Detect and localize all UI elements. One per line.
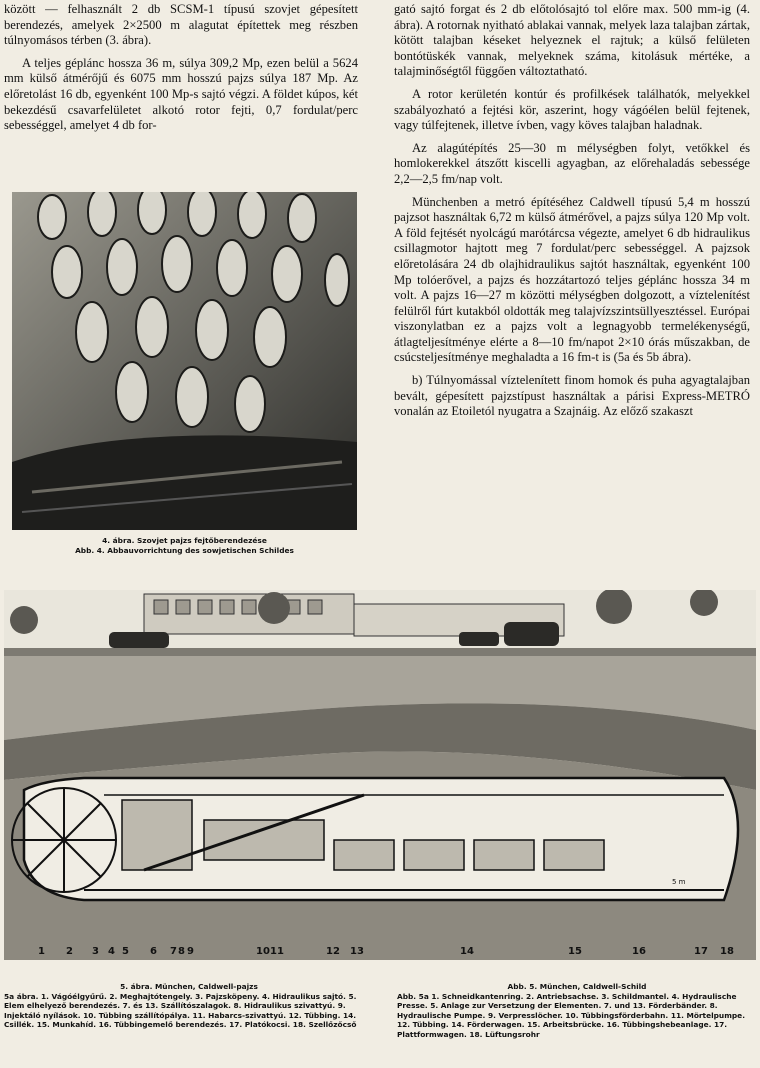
rotor-photo-illustration: [12, 192, 357, 530]
label-3: 3: [92, 946, 99, 957]
label-8: 8: [178, 946, 185, 957]
label-18: 18: [720, 946, 734, 957]
label-16: 16: [632, 946, 646, 957]
caption-title: 5. ábra. München, Caldwell-pajzs: [120, 982, 258, 991]
paragraph: A rotor kerületén kontúr és profilkések találhatók, melyekkel szabályozható a fejtési kör, aszerint, hogy vágóélen belül fejtenek, vagy túlfejtenek, illetve ívben, vagy köves talajban haladnak.: [394, 86, 750, 133]
label-13: 13: [350, 946, 364, 957]
figure-5-caption-german: [397, 982, 757, 1040]
paragraph: Münchenben a metró építéséhez Caldwell típusú 5,4 m hosszú pajzsot használtak 6,72 m külső átmérővel, a pajzs súlya 120 Mp volt. A föld fejtését nyolcágú marótárcsa végezte, amelyet 6 db hidraulikus csillagmotor hajtott meg 7 fordulat/perc sebességgel. A pajzsok előretolására 24 db olajhidraulikus sajtót használtak, egyenként 100 Mp tolóerővel, a pajzs és hozzátartozó teljes géplánc hossza 34 m volt. A pajzs 16—27 m közötti mélységben dolgozott, a víztelenítést felülről fúrt kutakból oldották meg talajvízszintsüllyesztéssel. Európai viszonylatban ez a pajzs volt a legnagyobb termelékenységű, átlagteljesítménye elérte a 8—10 fm/napot 2×10 órás műszakban, de csúcsteljesítménye meghaladta a 16 fm-t is (5a és 5b ábra).: [394, 194, 750, 365]
caption-hungarian: 4. ábra. Szovjet pajzs fejtőberendezése: [102, 536, 267, 545]
left-column: [4, 2, 358, 141]
paragraph: Az alagútépítés 25—30 m mélységben folyt, vetőkkel és homlokerekkel átszőtt kiscelli agyagban, az előrehaladás sebessége 2,2—2,5 fm/nap volt.: [394, 140, 750, 186]
paragraph: között — felhasznált 2 db SCSM-1 típusú szovjet gépesített berendezés, amelyek 2×2500 m alagutat építettek meg részben túlnyomásos térben (3. ábra).: [4, 2, 358, 48]
label-1: 1: [38, 946, 45, 957]
paragraph: A teljes géplánc hossza 36 m, súlya 309,2 Mp, ezen belül a 5624 mm külső átmérőjű és 6075 mm hosszú pajzs súlya 187 Mp. Az előretolást 16 db, egyenként 100 Mp-s sajtó végzi. A földet kúpos, két bekezdésű csavarfelületet alkotó rotor fejti, 0,7 fordulat/perc sebességgel, amelyet 4 db for-: [4, 55, 358, 133]
figure-5-drawing: [4, 590, 756, 960]
label-14: 14: [460, 946, 474, 957]
label-6: 6: [150, 946, 157, 957]
label-12: 12: [326, 946, 340, 957]
label-9: 9: [187, 946, 194, 957]
caption-text: Abb. 5a 1. Schneidkantenring. 2. Antriebsachse. 3. Schildmantel. 4. Hydraulische Presse. 5. Anlage zur Versetzung der Elementen. 7. und 13. Förderbänder. 8. Hydraulische Pumpe. 9. Verpresslöcher. 10. Tübbingsförderbahn. 11. Mörtelpumpe. 12. Tübbing. 14. Förderwagen. 15. Arbeitsbrücke. 16. Tübbingshebeanlage. 17. Plattformwagen. 18. Lüftungsrohr: [397, 991, 745, 1039]
label-2: 2: [66, 946, 73, 957]
scale-label: 5 m: [672, 878, 686, 886]
tunnel-cross-section: [4, 590, 756, 960]
figure-5-caption-hungarian: [4, 982, 374, 1030]
label-7: 7: [170, 946, 177, 957]
figure-4-caption: [12, 536, 357, 555]
cutting-wheel: [12, 788, 116, 892]
label-15: 15: [568, 946, 582, 957]
caption-german: Abb. 4. Abbauvorrichtung des sowjetischen Schildes: [75, 545, 294, 555]
caption-text: 5a ábra. 1. Vágóélgyűrű. 2. Meghajtótengely. 3. Pajzsköpeny. 4. Hidraulikus sajtó. 5. Elem elhelyező berendezés. 7. és 13. Szállítószalagok. 8. Hidraulikus szivattyú. 9. Injektáló nyílások. 10. Tübbing szállítópálya. 11. Habarcs-szivattyú. 12. Tübbing. 14. Csillék. 15. Munkahíd. 16. Tübbingemelő berendezés. 17. Platókocsi. 18. Szellőzőcső: [4, 991, 357, 1030]
paragraph: b) Túlnyomással víztelenített finom homok és puha agyagtalajban bevált, gépesített pajzstípust használtak a párisi Express-METRÓ vonalán az Etoiletól nyugatra a Szajnáig. Az előző szakaszt: [394, 373, 750, 419]
label-10: 10: [256, 946, 270, 957]
label-5: 5: [122, 946, 129, 957]
figure-4-photo: [12, 192, 357, 530]
right-column: [394, 2, 750, 427]
label-17: 17: [694, 946, 708, 957]
caption-title: Abb. 5. München, Caldwell-Schild: [507, 982, 647, 991]
label-4: 4: [108, 946, 115, 957]
paragraph: gató sajtó forgat és 2 db előtolósajtó tol előre max. 500 mm-ig (4. ábra). A rotornak nyitható ablakai vannak, melyek laza talajban zártak, kötött talajban késeket helyeznek el rajtuk; a külső felületen bontótüskék vannak, melyeknek száma, kitolásuk mértéke, a talajminőségtől függően változtatható.: [394, 2, 750, 79]
label-11: 11: [270, 946, 284, 957]
